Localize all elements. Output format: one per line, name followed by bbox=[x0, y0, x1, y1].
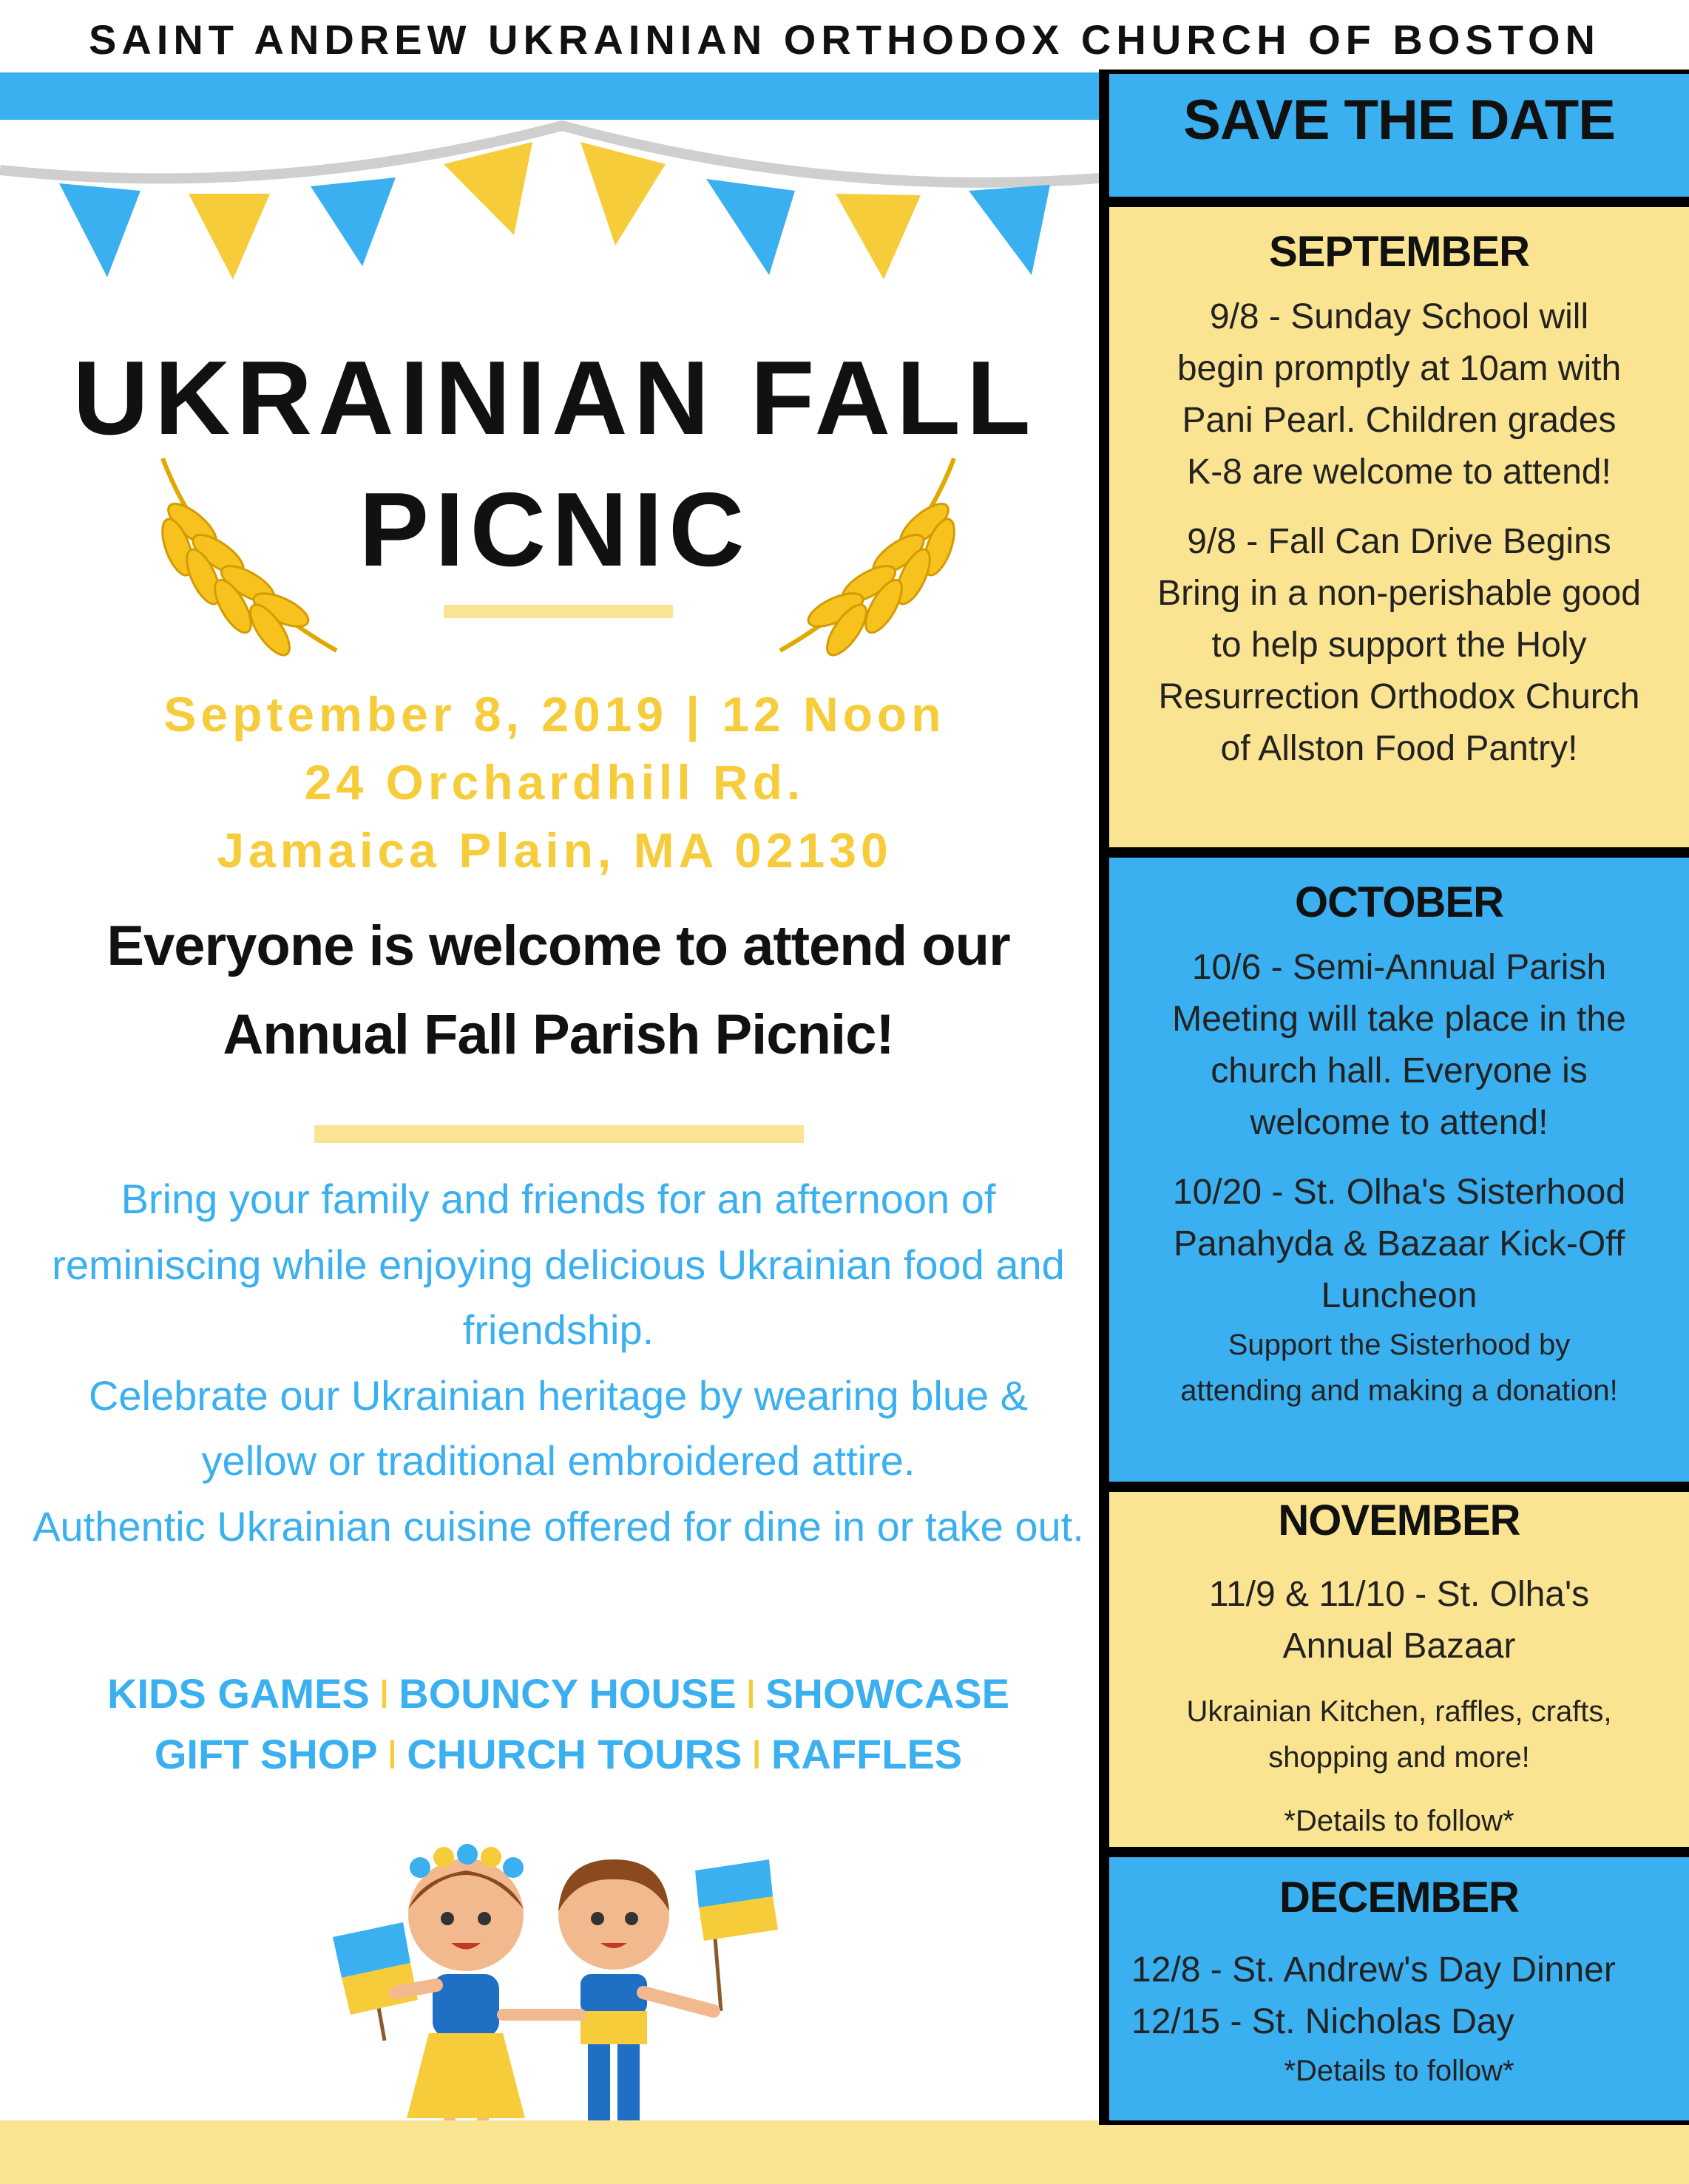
calendar-item bbox=[1109, 291, 1689, 498]
item-line: Panahyda & Bazaar Kick-Off bbox=[1173, 1224, 1625, 1264]
calendar-note bbox=[1109, 1322, 1689, 1414]
note-line: shopping and more! bbox=[1268, 1741, 1530, 1774]
item-line: church hall. Everyone is bbox=[1211, 1051, 1588, 1091]
event-title-line2: PICNIC bbox=[359, 471, 751, 589]
description-paragraph: Authentic Ukrainian cuisine offered for dine in or take out. bbox=[33, 1502, 1084, 1550]
calendar-item bbox=[1109, 942, 1689, 1149]
item-line: Bring in a non-perishable good bbox=[1157, 574, 1641, 613]
item-line: 12/8 - St. Andrew's Day Dinner bbox=[1131, 1950, 1616, 1990]
details-note: *Details to follow* bbox=[1284, 1805, 1514, 1837]
item-line: 9/8 - Fall Can Drive Begins bbox=[1187, 522, 1611, 561]
welcome-message bbox=[30, 902, 1087, 1079]
month-panel-september bbox=[1109, 207, 1689, 847]
event-date-time: September 8, 2019 | 12 Noon bbox=[163, 687, 946, 742]
activity-item: KIDS GAMES bbox=[107, 1670, 370, 1717]
month-title: OCTOBER bbox=[1295, 878, 1503, 926]
activities-row bbox=[30, 1664, 1087, 1724]
month-title: NOVEMBER bbox=[1278, 1496, 1520, 1544]
calendar-note bbox=[1109, 1689, 1689, 1780]
item-line: begin promptly at 10am with bbox=[1177, 349, 1622, 388]
item-line: 11/9 & 11/10 - St. Olha's bbox=[1208, 1575, 1590, 1614]
item-line: Annual Bazaar bbox=[1282, 1627, 1516, 1666]
item-line: 12/15 - St. Nicholas Day bbox=[1131, 2002, 1514, 2041]
activity-separator: I bbox=[751, 1731, 762, 1777]
calendar-item bbox=[1109, 1569, 1689, 1672]
activity-item: BOUNCY HOUSE bbox=[399, 1670, 737, 1717]
item-line: to help support the Holy bbox=[1211, 625, 1587, 665]
children-with-flags-icon bbox=[325, 1826, 799, 2166]
month-panel-december bbox=[1109, 1857, 1689, 2120]
bottom-yellow-band bbox=[0, 2120, 1689, 2184]
welcome-line1: Everyone is welcome to attend our bbox=[106, 915, 1010, 977]
calendar-item bbox=[1109, 516, 1689, 775]
activity-item: RAFFLES bbox=[771, 1731, 963, 1777]
event-description bbox=[30, 1167, 1087, 1559]
activity-item: SHOWCASE bbox=[765, 1670, 1009, 1717]
description-paragraph: Bring your family and friends for an afternoon of reminiscing while enjoying delicious Ukrainian food and friendship. bbox=[52, 1176, 1065, 1353]
wheat-icon bbox=[148, 444, 348, 658]
title-underline bbox=[444, 605, 673, 618]
item-line: of Allston Food Pantry! bbox=[1220, 729, 1578, 768]
welcome-line2: Annual Fall Parish Picnic! bbox=[223, 1003, 894, 1066]
item-line: welcome to attend! bbox=[1250, 1103, 1548, 1142]
details-note: *Details to follow* bbox=[1284, 2055, 1514, 2087]
note-line: Ukrainian Kitchen, raffles, crafts, bbox=[1186, 1695, 1612, 1728]
item-line: K-8 are welcome to attend! bbox=[1187, 452, 1611, 492]
item-line: 10/20 - St. Olha's Sisterhood bbox=[1172, 1173, 1626, 1212]
wheat-icon bbox=[769, 444, 969, 658]
event-city-address: Jamaica Plain, MA 02130 bbox=[217, 823, 893, 878]
activities-list bbox=[30, 1664, 1087, 1785]
calendar-item bbox=[1109, 1167, 1689, 1322]
note-line: attending and making a donation! bbox=[1180, 1374, 1618, 1407]
item-line: Luncheon bbox=[1321, 1276, 1478, 1315]
save-the-date-header bbox=[1109, 74, 1689, 197]
activity-separator: I bbox=[378, 1670, 390, 1717]
note-line: Support the Sisterhood by bbox=[1228, 1329, 1571, 1361]
month-title: DECEMBER bbox=[1279, 1873, 1519, 1922]
month-panel-october bbox=[1109, 858, 1689, 1482]
activity-item: CHURCH TOURS bbox=[407, 1731, 742, 1777]
item-line: 9/8 - Sunday School will bbox=[1209, 297, 1589, 336]
church-name-header: SAINT ANDREW UKRAINIAN ORTHODOX CHURCH OF BOSTON bbox=[89, 16, 1600, 63]
item-line: Meeting will take place in the bbox=[1172, 1000, 1626, 1039]
divider-bar bbox=[314, 1125, 804, 1143]
item-line: Pani Pearl. Children grades bbox=[1182, 401, 1617, 440]
event-title-line1: UKRAINIAN FALL bbox=[72, 339, 1037, 457]
activity-separator: I bbox=[386, 1731, 399, 1777]
event-street-address: 24 Orchardhill Rd. bbox=[304, 755, 805, 810]
description-paragraph: Celebrate our Ukrainian heritage by wearing blue & yellow or traditional embroidered attire. bbox=[88, 1371, 1029, 1484]
bunting-icon bbox=[0, 104, 1109, 296]
calendar-item bbox=[1109, 1944, 1689, 2048]
activity-separator: I bbox=[745, 1670, 757, 1717]
month-title: SEPTEMBER bbox=[1269, 228, 1529, 276]
activity-item: GIFT SHOP bbox=[154, 1731, 378, 1777]
item-line: Resurrection Orthodox Church bbox=[1158, 677, 1640, 716]
save-the-date-title: SAVE THE DATE bbox=[1183, 89, 1615, 152]
item-line: 10/6 - Semi-Annual Parish bbox=[1191, 948, 1607, 987]
activities-row bbox=[30, 1724, 1087, 1785]
month-panel-november bbox=[1109, 1492, 1689, 1847]
